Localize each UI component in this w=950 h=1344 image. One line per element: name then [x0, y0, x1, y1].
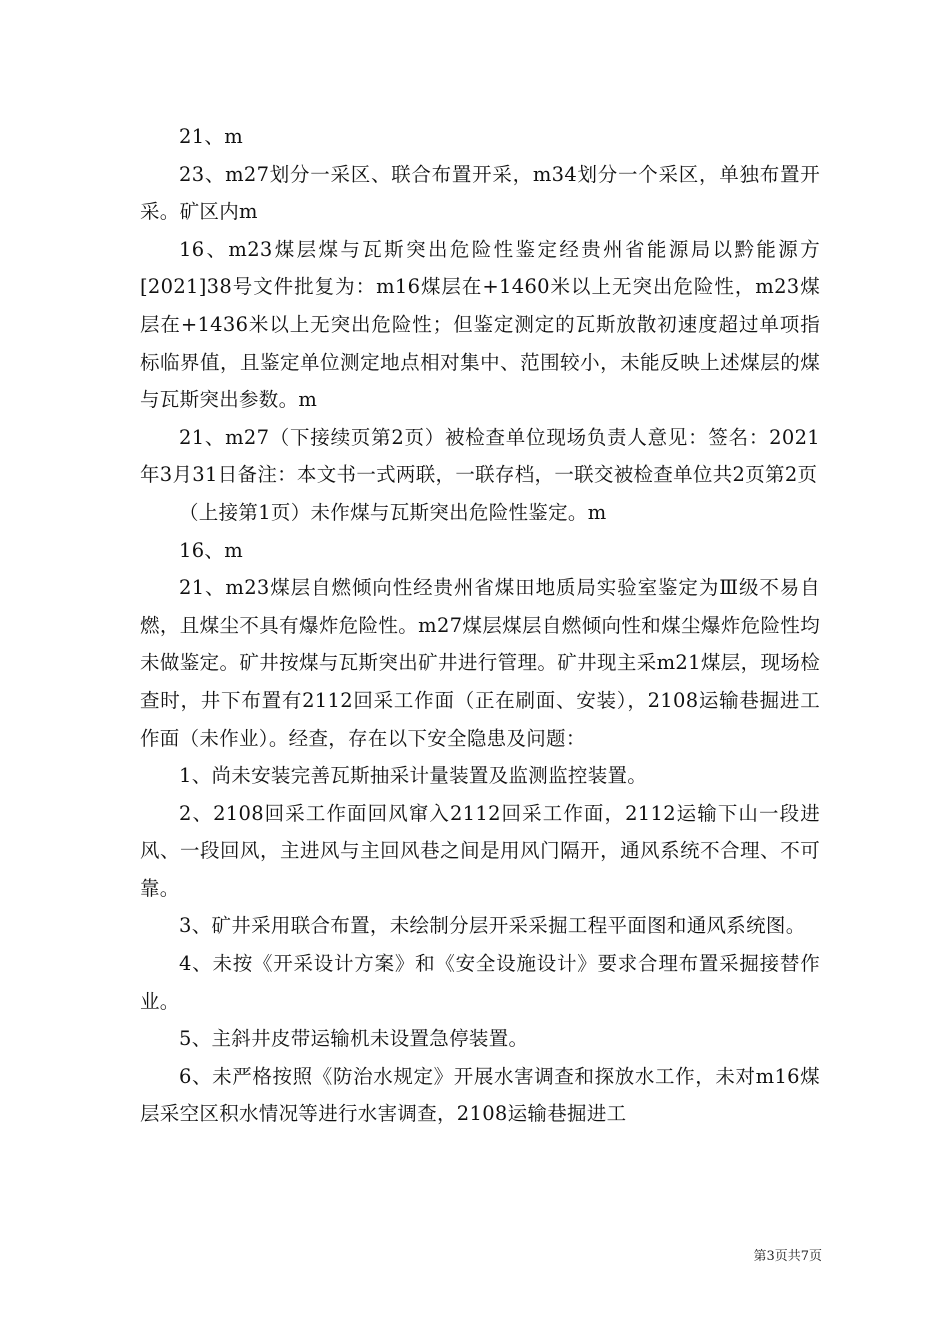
paragraph-4: 21、m27（下接续页第2页）被检查单位现场负责人意见：签名：2021年3月31日备注：本文书一式两联，一联存档，一联交被检查单位共2页第2页	[140, 425, 820, 487]
page-number-footer: 第3页共7页	[753, 1249, 822, 1264]
paragraph-8: 1、尚未安装完善瓦斯抽采计量装置及监测监控装置。	[179, 764, 648, 788]
document-body	[140, 118, 820, 1133]
paragraph-12: 5、主斜井皮带运输机未设置急停装置。	[179, 1027, 529, 1051]
paragraph-5: （上接第1页）未作煤与瓦斯突出危险性鉴定。m	[179, 500, 607, 524]
paragraph-13: 6、未严格按照《防治水规定》开展水害调查和探放水工作，未对m16煤层采空区积水情况等进行水害调查，2108运输巷掘进工	[140, 1064, 820, 1126]
paragraph-9: 2、2108回采工作面回风窜入2112回采工作面，2112运输下山一段进风、一段回风，主进风与主回风巷之间是用风门隔开，通风系统不合理、不可靠。	[140, 801, 820, 900]
paragraph-3: 16、m23煤层煤与瓦斯突出危险性鉴定经贵州省能源局以黔能源方[2021]38号文件批复为：m16煤层在+1460米以上无突出危险性，m23煤层在+1436米以上无突出危险性；但鉴定测定的瓦斯放散初速度超过单项指标临界值，且鉴定单位测定地点相对集中、范围较小，未能反映上述煤层的煤与瓦斯突出参数。m	[140, 237, 820, 412]
paragraph-10: 3、矿井采用联合布置，未绘制分层开采采掘工程平面图和通风系统图。	[179, 914, 806, 938]
paragraph-2: 23、m27划分一采区、联合布置开采，m34划分一个采区，单独布置开采。矿区内m	[140, 162, 820, 224]
paragraph-11: 4、未按《开采设计方案》和《安全设施设计》要求合理布置采掘接替作业。	[140, 952, 820, 1013]
paragraph-7: 21、m23煤层自燃倾向性经贵州省煤田地质局实验室鉴定为Ⅲ级不易自燃，且煤尘不具有爆炸危险性。m27煤层煤层自燃倾向性和煤尘爆炸危险性均未做鉴定。矿井按煤与瓦斯突出矿井进行管理。矿井现主采m21煤层，现场检查时，井下布置有2112回采工作面（正在刷面、安装），2108运输巷掘进工作面（未作业）。经查，存在以下安全隐患及问题：	[140, 576, 820, 750]
paragraph-6: 16、m	[179, 538, 244, 562]
paragraph-1: 21、m	[179, 125, 244, 148]
